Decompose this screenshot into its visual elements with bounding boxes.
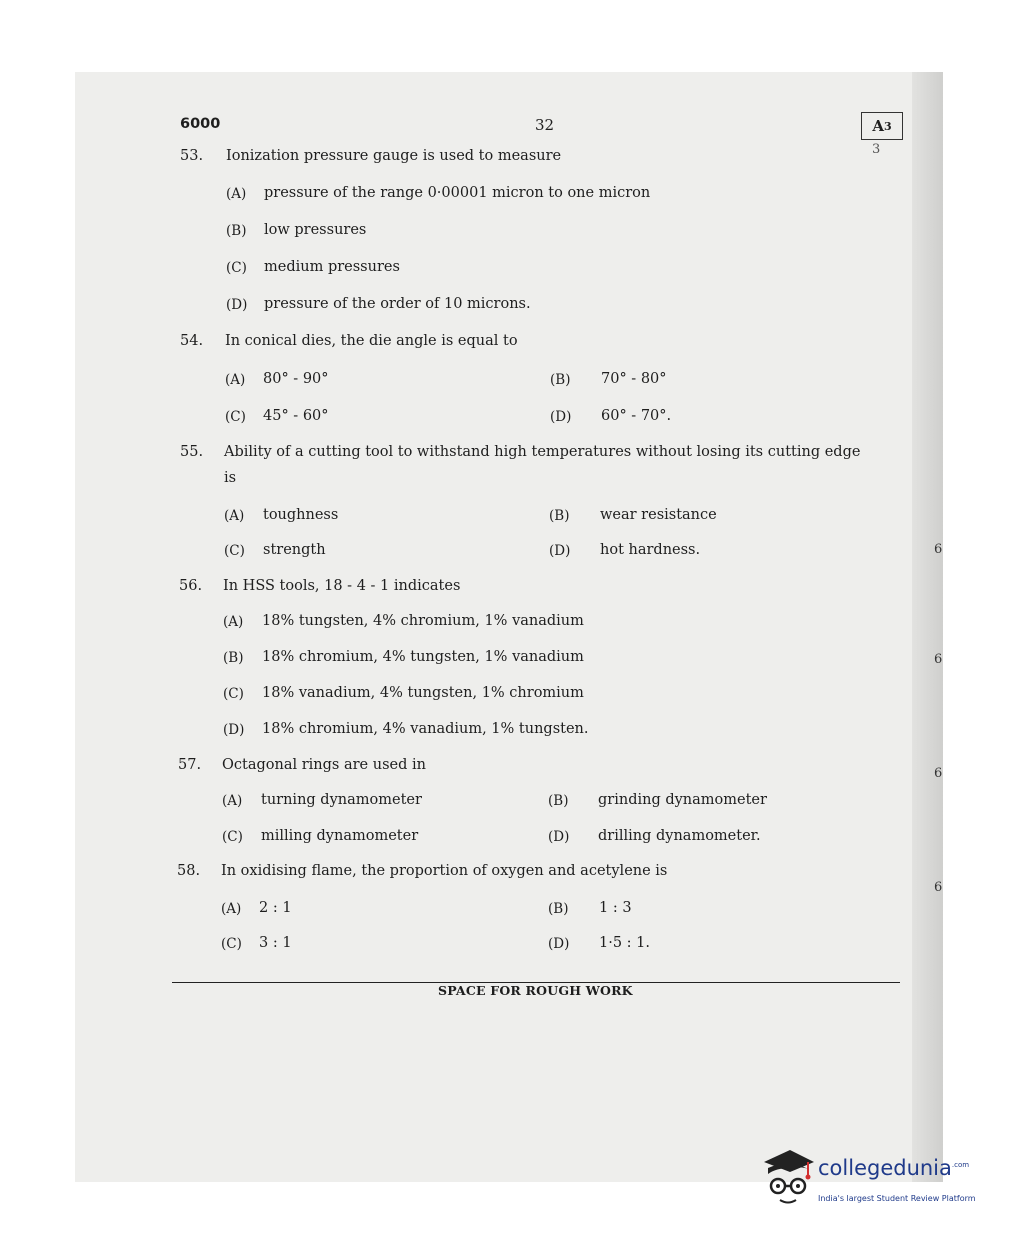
option-label: (A) [225,372,246,388]
option-label: (A) [226,186,247,202]
option-label: (D) [226,297,248,313]
option-label: (C) [224,543,245,559]
option-text: 2 : 1 [259,900,292,916]
question-text: In oxidising flame, the proportion of oxygen and acetylene is [221,863,668,879]
option-text: grinding dynamometer [598,792,767,808]
option-text: medium pressures [264,259,400,275]
option-text: 1·5 : 1. [599,935,650,951]
option-label: (B) [548,901,569,917]
question-text: Ionization pressure gauge is used to measure [226,148,562,164]
option-label: (D) [548,936,570,952]
option-label: (A) [221,901,242,917]
question-number: 56. [179,578,203,594]
option-label: (A) [224,508,245,524]
option-label: (C) [225,409,246,425]
option-text: 45° - 60° [263,408,329,424]
page-number: 32 [535,116,555,134]
question-number: 57. [178,757,202,773]
option-text: pressure of the order of 10 microns. [264,296,531,312]
brand-word: collegedunia [818,1156,952,1180]
side-digit: 6 [934,652,943,667]
side-digit: 6 [934,766,943,781]
option-label: (C) [223,686,244,702]
brand-name [818,1156,969,1180]
option-label: (C) [221,936,242,952]
option-label: (B) [226,223,247,239]
paper-edge-shadow [912,72,943,1182]
collegedunia-watermark [760,1148,985,1218]
option-text: toughness [263,507,339,523]
option-text: wear resistance [600,507,717,523]
option-text: strength [263,542,326,558]
option-text: 80° - 90° [263,371,329,387]
brand-tagline: India's largest Student Review Platform [818,1194,976,1203]
option-label: (B) [548,793,569,809]
side-digit: 6 [934,542,943,557]
question-text: In conical dies, the die angle is equal to [225,333,518,349]
question-number: 53. [180,148,204,164]
option-label: (D) [549,543,571,559]
option-label: (C) [222,829,243,845]
question-number: 58. [177,863,201,879]
option-text: 1 : 3 [599,900,632,916]
option-text: drilling dynamometer. [598,828,761,844]
rough-work-label: SPACE FOR ROUGH WORK [438,983,633,998]
question-number: 54. [180,333,204,349]
set-label: A [872,117,884,135]
side-digit: 6 [934,880,943,895]
option-text: 70° - 80° [601,371,667,387]
option-text: low pressures [264,222,367,238]
margin-mark: 3 [872,142,881,157]
option-text: pressure of the range 0·00001 micron to one micron [264,185,651,201]
option-label: (A) [223,614,244,630]
question-text: In HSS tools, 18 - 4 - 1 indicates [223,578,461,594]
option-text: 18% vanadium, 4% tungsten, 1% chromium [262,685,584,701]
option-text: 18% tungsten, 4% chromium, 1% vanadium [262,613,584,629]
option-label: (B) [550,372,571,388]
option-text: turning dynamometer [261,792,422,808]
question-number: 55. [180,444,204,460]
option-text: hot hardness. [600,542,701,558]
paper-code: 6000 [180,116,221,132]
brand-suffix: .com [951,1161,970,1169]
option-label: (B) [223,650,244,666]
option-text: 60° - 70°. [601,408,672,424]
question-text: Ability of a cutting tool to withstand high temperatures without losing its cutting edge [224,444,861,460]
option-label: (D) [223,722,245,738]
option-label: (D) [548,829,570,845]
set-code-box [861,112,903,140]
option-label: (D) [550,409,572,425]
option-label: (A) [222,793,243,809]
question-text: Octagonal rings are used in [222,757,426,773]
option-text: 3 : 1 [259,935,292,951]
set-number: 3 [883,119,892,133]
graduate-face-icon [760,1148,816,1208]
option-text: 18% chromium, 4% tungsten, 1% vanadium [262,649,584,665]
option-text: milling dynamometer [261,828,419,844]
option-label: (B) [549,508,570,524]
option-text: 18% chromium, 4% vanadium, 1% tungsten. [262,721,589,737]
question-text-continued: is [224,470,237,486]
option-label: (C) [226,260,247,276]
